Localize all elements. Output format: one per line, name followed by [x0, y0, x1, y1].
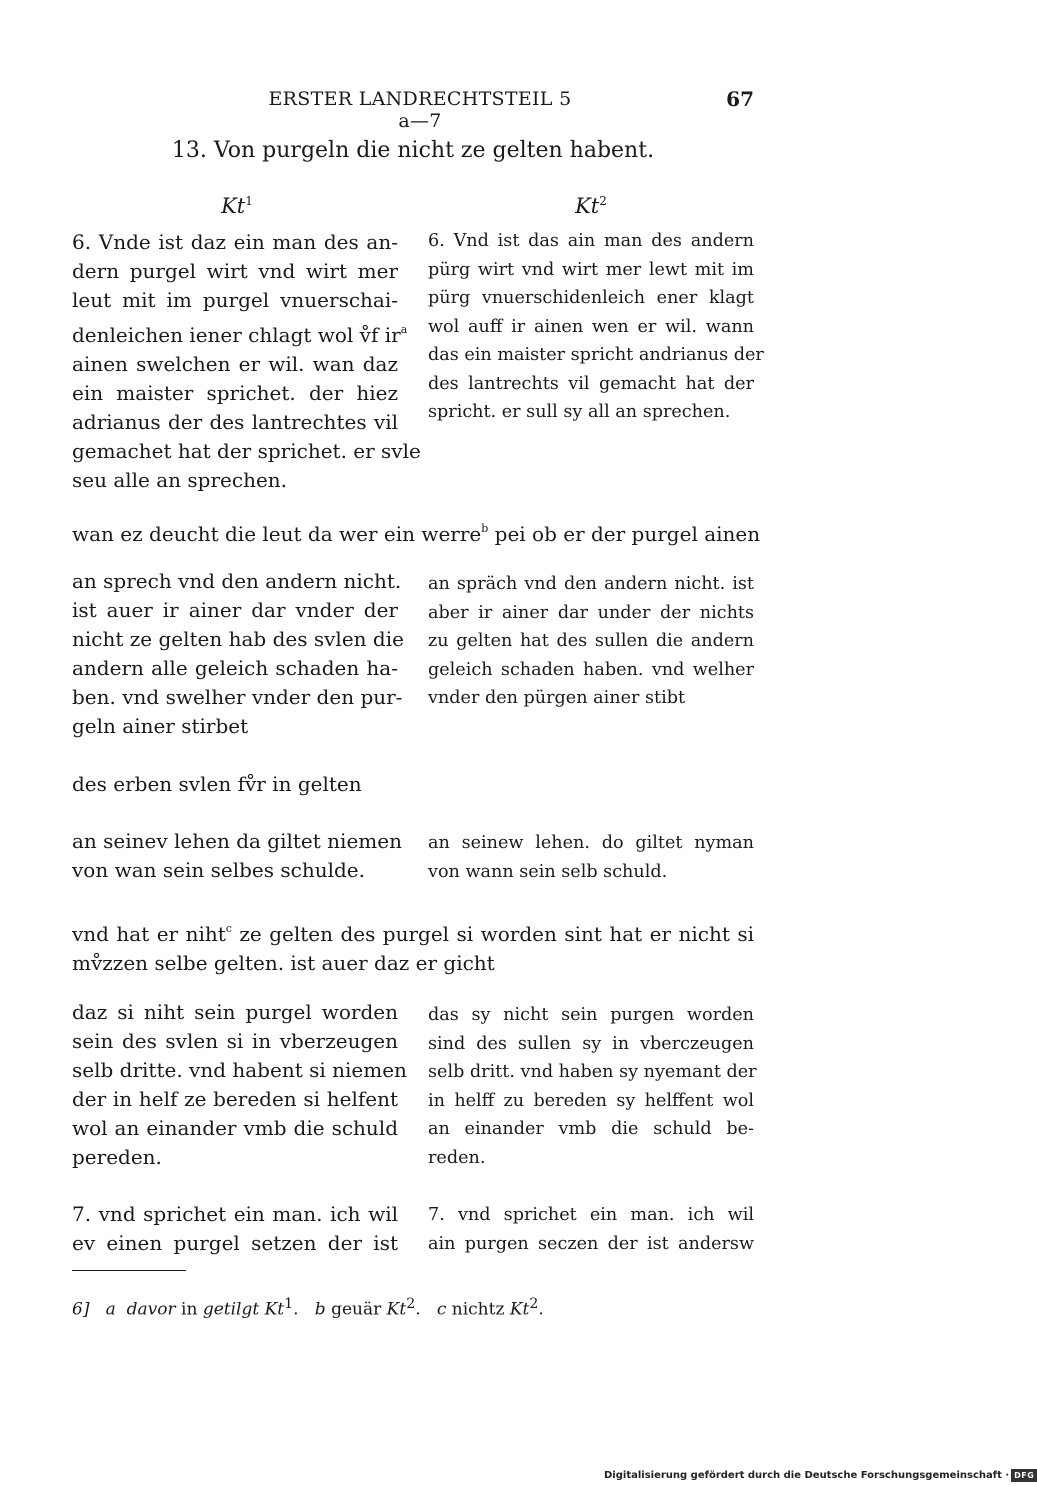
text-line: seu alle an sprechen.: [72, 468, 288, 492]
text-line: gemachet hat der sprichet. er svle: [72, 439, 421, 463]
text-line: pereden.: [72, 1145, 162, 1169]
text-line: adrianus der des lantrechtes vil: [72, 410, 398, 434]
text-line: zu gelten hat des sullen die andern: [428, 631, 754, 651]
text-line: an seinev lehen da giltet niemen: [72, 829, 402, 853]
text-line: pürg wirt vnd wirt mer lewt mit im: [428, 259, 754, 280]
text-line: wol auff ir ainen wen er wil. wann: [428, 316, 754, 337]
running-head: ERSTER LANDRECHTSTEIL 5 a—7: [268, 88, 572, 132]
text-line: 7. vnd sprichet ein man. ich wil: [428, 1205, 754, 1225]
shared-text-3: [72, 914, 754, 978]
text-line: der in helf ze bereden si helfent: [72, 1087, 398, 1111]
section-2-kt1: [72, 567, 404, 741]
text-line: pürg vnuerschidenleich ener klagt: [428, 288, 754, 308]
text-line: des erben svlen fv̊r in gelten: [72, 772, 362, 796]
dfg-logo: DFG: [1011, 1469, 1037, 1482]
text-line: wan ez deucht die leut da wer ein werre$^b$ pei ob er der purgel ainen: [72, 522, 761, 546]
text-line: an sprech vnd den andern nicht.: [72, 569, 402, 593]
text-line: vnder den pürgen ainer stibt: [428, 688, 686, 708]
text-line: ainen swelchen er wil. wan daz: [72, 352, 398, 376]
footnotes: 6] a davor in getilgt Kt$^1$. b geuär Kt$^2$. c nichtz Kt$^2$.: [72, 1296, 544, 1320]
text-line: 6. Vnde ist daz ein man des an-: [72, 230, 398, 254]
footnote-reference: 6]: [72, 1299, 90, 1320]
text-line: an seinew lehen. do giltet nyman: [428, 833, 754, 853]
digitization-credit: Digitalisierung gefördert durch die Deutsche Forschungsgemeinschaft · DFG: [604, 1468, 998, 1484]
text-line: von wan sein selbes schulde.: [72, 858, 365, 882]
column-label-kt1: Kt$^1$: [221, 194, 253, 218]
text-line: des lantrechts vil gemacht hat der: [428, 373, 754, 394]
text-line: geleich schaden haben. vnd welher: [428, 659, 754, 680]
shared-text-1: [72, 514, 761, 549]
section-1-kt2: [428, 227, 764, 427]
text-line: mv̊zzen selbe gelten. ist auer daz er gicht: [72, 951, 495, 975]
text-line: das ein maister spricht andrianus der: [428, 345, 764, 365]
text-line: wol an einander vmb die schuld: [72, 1116, 398, 1140]
text-line: ev einen purgel setzen der ist: [72, 1231, 398, 1255]
text-line: 6. Vnd ist das ain man des andern: [428, 231, 754, 251]
page-number: 67: [726, 87, 754, 111]
text-line: an einander vmb die schuld be-: [428, 1119, 754, 1139]
section-5-kt2: [428, 1201, 754, 1258]
text-line: selb dritte. vnd habent si niemen: [72, 1058, 407, 1082]
text-line: nicht ze gelten hab des svlen die: [72, 627, 404, 651]
text-line: aber ir ainer dar under der nichts: [428, 602, 754, 623]
column-label-kt2: Kt$^2$: [575, 194, 607, 218]
text-line: denleichen iener chlagt wol v̊f $ir^a$: [72, 323, 408, 347]
text-line: andern alle geleich schaden ha-: [72, 656, 398, 680]
text-line: von wann sein selb schuld.: [428, 861, 668, 882]
text-line: daz si niht sein purgel worden: [72, 1000, 398, 1024]
text-line: sein des svlen si in vberzeugen: [72, 1029, 398, 1053]
section-3-kt2: [428, 829, 754, 886]
footnote-marker-b: b: [481, 522, 489, 535]
text-line: ein maister sprichet. der hiez: [72, 381, 398, 405]
text-line: 7. vnd sprichet ein man. ich wil: [72, 1202, 398, 1226]
text-line: reden.: [428, 1147, 486, 1168]
text-line: leut mit im purgel vnuerschai-: [72, 288, 398, 312]
section-4-kt2: [428, 1001, 757, 1172]
text-line: ist auer ir ainer dar vnder der: [72, 598, 398, 622]
text-line: selb dritt. vnd haben sy nyemant der: [428, 1062, 757, 1082]
text-line: dern purgel wirt vnd wirt mer: [72, 259, 398, 283]
section-1-kt1: [72, 228, 421, 495]
text-line: geln ainer stirbet: [72, 714, 249, 738]
chapter-title: 13. Von purgeln die nicht ze gelten habent.: [171, 138, 655, 163]
text-line: in helff zu bereden sy helffent wol: [428, 1090, 754, 1111]
footnote-marker-a: a: [400, 323, 408, 336]
text-line: ain purgen seczen der ist andersw: [428, 1233, 754, 1254]
section-4-kt1: [72, 998, 407, 1172]
text-line: das sy nicht sein purgen worden: [428, 1005, 754, 1025]
text-line: ben. vnd swelher vnder den pur-: [72, 685, 403, 709]
section-5-kt1: [72, 1200, 398, 1258]
text-line: vnd hat er niht$^c$ ze gelten des purgel si worden sint hat er nicht si: [72, 922, 754, 946]
footnote-rule: [72, 1270, 186, 1271]
text-line: an spräch vnd den andern nicht. ist: [428, 574, 754, 594]
footnote-marker-c: c: [225, 922, 232, 935]
section-3-kt1: [72, 827, 402, 885]
text-line: spricht. er sull sy all an sprechen.: [428, 402, 731, 422]
shared-text-2: [72, 770, 754, 799]
section-2-kt2: [428, 570, 754, 713]
text-line: sind des sullen sy in vberczeugen: [428, 1033, 754, 1054]
